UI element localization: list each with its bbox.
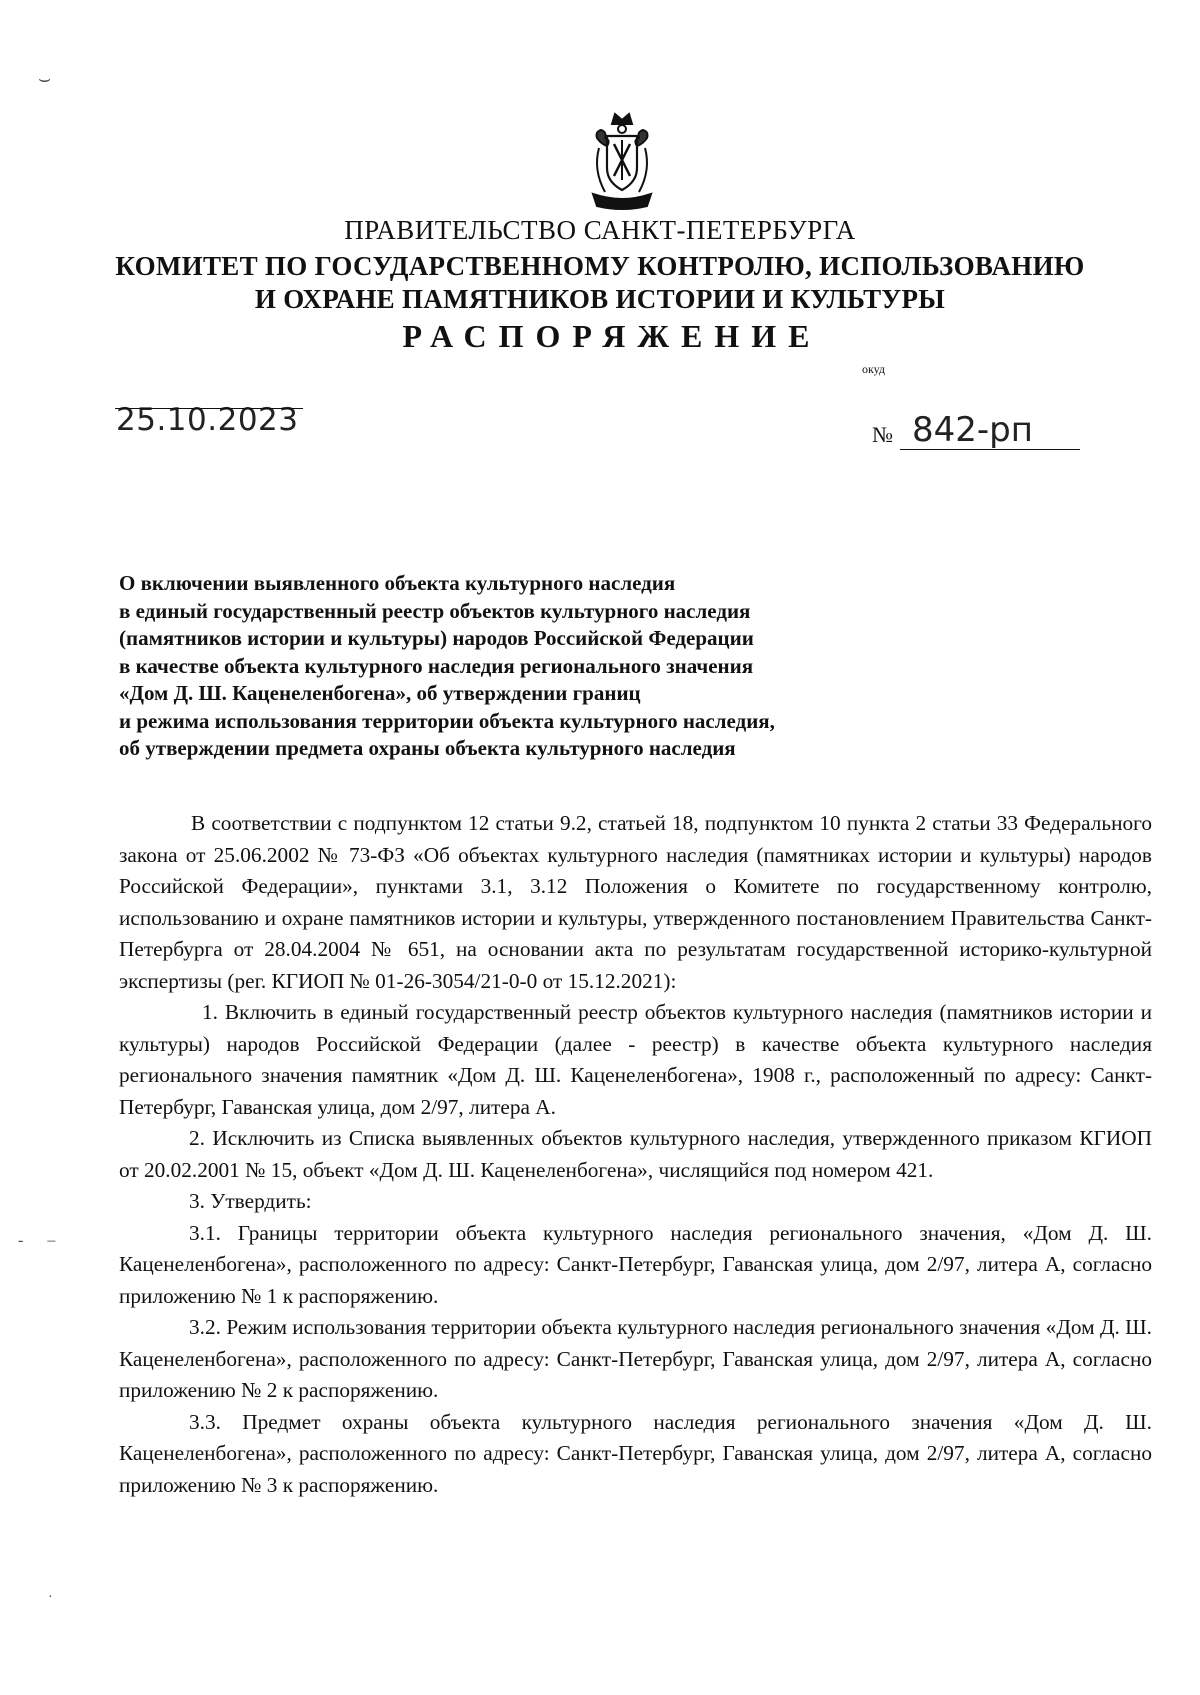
government-name: ПРАВИТЕЛЬСТВО САНКТ-ПЕТЕРБУРГА [344,215,856,245]
subject-line: О включении выявленного объекта культурного наследия [119,571,676,595]
document-date: 25.10.2023 [116,402,299,438]
item-3-paragraph: 3. Утвердить: [189,1189,312,1213]
document-type-title: РАСПОРЯЖЕНИЕ [402,318,822,354]
number-underline [900,449,1080,450]
subject-line: в единый государственный реестр объектов культурного наследия [119,598,751,623]
item-3-1-paragraph: 3.1. Границы территории объекта культурного наследия регионального значения, «Дом Д. Ш. Каценеленбогена», расположенного по адресу: Санкт-Петербург, Гаванская улица, дом 2/97, литера А, согласно приложению № 1 к распоряжению. [119,1220,1152,1308]
subject-line: в качестве объекта культурного наследия регионального значения [119,653,754,678]
subject-line: об утверждении предмета охраны объекта культурного наследия [119,736,736,760]
subject-line: (памятников истории и культуры) народов Российской Федерации [119,626,754,650]
document-body [119,808,1152,1501]
item-3-3-paragraph: 3.3. Предмет охраны объекта культурного наследия регионального значения «Дом Д. Ш. Каценеленбогена», расположенного по адресу: Санкт-Петербург, Гаванская улица, дом 2/97, литера А, согласно приложению № 3 к распоряжению. [119,1409,1152,1497]
date-underline [115,408,303,409]
coat-of-arms-emblem [587,110,657,212]
subject-line: «Дом Д. Ш. Каценеленбогена», об утверждении границ [119,681,641,705]
scan-artifact: ⌣ [38,68,52,90]
scan-artifact: - – [18,1232,66,1249]
committee-name [0,250,1200,316]
okud-label: окуд [862,362,886,376]
document-number: 842-рп [912,410,1033,450]
item-1-paragraph: 1. Включить в единый государственный реестр объектов культурного наследия (памятников истории и культуры) народов Российской Федерации (далее - реестр) в качестве объекта культурного наследия регионального значения памятник «Дом Д. Ш. Каценеленбогена», 1908 г., расположенный по адресу: Санкт-Петербург, Гаванская улица, дом 2/97, литера А. [119,1000,1152,1119]
subject-line: и режима использования территории объекта культурного наследия, [119,708,775,733]
preamble-paragraph: В соответствии с подпунктом 12 статьи 9.2, статьей 18, подпунктом 10 пункта 2 статьи 33 Федерального закона от 25.06.2002 № 73-ФЗ «Об объектах культурного наследия (памятниках истории и культуры) народов Российской Федерации», пунктами 3.1, 3.12 Положения о Комитете по государственному контролю, использованию и охране памятников истории и культуры, утвержденного постановлением Правительства Санкт-Петербурга от 28.04.2004 № 651, на основании акта по результатам государственной историко-культурной экспертизы (рег. КГИОП № 01-26-3054/21-0-0 от 15.12.2021): [119,811,1152,993]
scan-artifact: · [48,1590,53,1605]
committee-name-line-1: КОМИТЕТ ПО ГОСУДАРСТВЕННОМУ КОНТРОЛЮ, ИСПОЛЬЗОВАНИЮ [115,251,1085,281]
item-2-paragraph: 2. Исключить из Списка выявленных объектов культурного наследия, утвержденного приказом КГИОП от 20.02.2001 № 15, объект «Дом Д. Ш. Каценеленбогена», числящийся под номером 421. [119,1126,1152,1182]
document-subject [119,570,979,763]
item-3-2-paragraph: 3.2. Режим использования территории объекта культурного наследия регионального значения «Дом Д. Ш. Каценеленбогена», расположенного по адресу: Санкт-Петербург, Гаванская улица, дом 2/97, литера А, согласно приложению № 2 к распоряжению. [119,1315,1152,1402]
committee-name-line-2: И ОХРАНЕ ПАМЯТНИКОВ ИСТОРИИ И КУЛЬТУРЫ [254,284,946,314]
number-label: № [872,422,893,447]
